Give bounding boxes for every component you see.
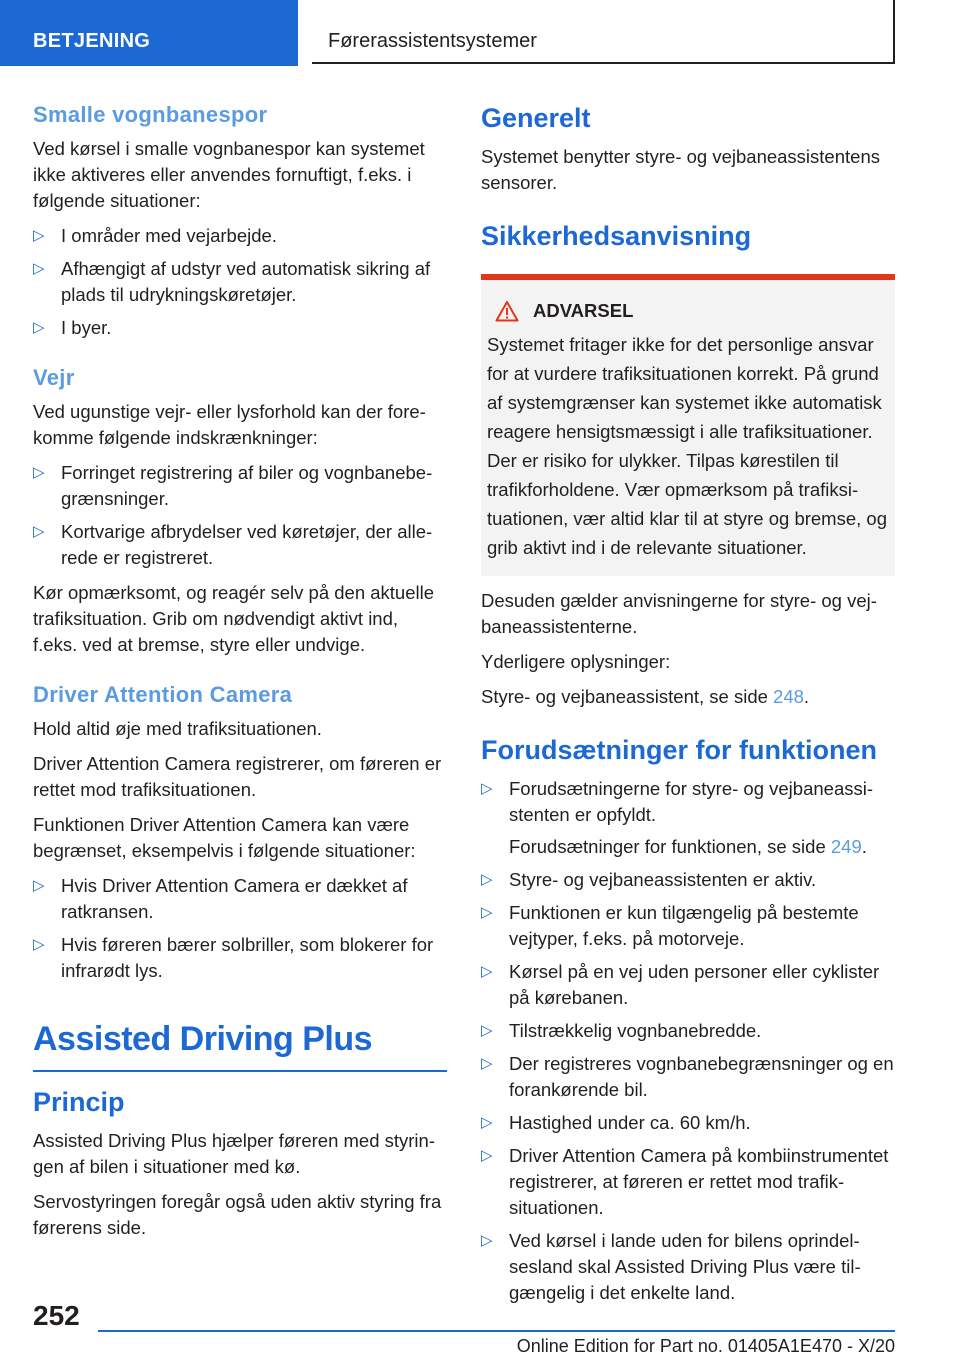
- right-column: [481, 100, 895, 1315]
- list-item: ▷ Hvis Driver Attention Camera er dækket af ratkransen.: [33, 875, 408, 922]
- bullet-list: [481, 776, 895, 1306]
- bullet-list: [33, 223, 447, 341]
- heading-driver-attention-camera: Driver Attention Camera: [33, 682, 293, 707]
- warning-triangle-icon: [495, 300, 519, 322]
- list-item: ▷ Driver Attention Camera på kombiinstrumentet registrerer, at føreren er rettet mod trafiksituationen.: [481, 1145, 889, 1218]
- page-link-248[interactable]: 248: [773, 686, 804, 707]
- triangle-bullet-icon: ▷: [481, 1022, 493, 1039]
- bullet-list: [33, 873, 447, 984]
- list-item: ▷ Hastighed under ca. 60 km/h.: [481, 1110, 895, 1136]
- heading-smalle-vognbanespor: Smalle vognbanespor: [33, 102, 268, 127]
- list-item: ▷ Forudsætningerne for styre- og vejbaneassistenten er opfyldt. Forudsætninger for funktionen, se side 249.: [481, 776, 895, 860]
- list-item: ▷ Funktionen er kun tilgængelig på bestemte vejtyper, f.eks. på motorveje.: [481, 902, 859, 949]
- paragraph: Ved ugunstige vejr- eller lysforhold kan der forekomme følgende indskrænkninger:: [33, 401, 426, 448]
- list-item: ▷ Hvis føreren bærer solbriller, som blokerer for infrarødt lys.: [33, 934, 434, 981]
- triangle-bullet-icon: ▷: [481, 963, 493, 980]
- triangle-bullet-icon: ▷: [33, 227, 45, 244]
- triangle-bullet-icon: ▷: [481, 904, 493, 921]
- paragraph: Kør opmærksomt, og reagér selv på den aktuelle trafiksituation. Grib om nødvendigt aktivt ind, f.eks. ved at bremse, styre eller undvige.: [33, 582, 435, 655]
- list-item: ▷ Tilstrækkelig vognbanebredde.: [481, 1018, 895, 1044]
- warning-label: ADVARSEL: [533, 300, 634, 321]
- heading-vejr: Vejr: [33, 365, 75, 390]
- triangle-bullet-icon: ▷: [481, 1055, 493, 1072]
- triangle-bullet-icon: ▷: [33, 260, 45, 277]
- list-item: ▷ Forringet registrering af biler og vognbanebegrænsninger.: [33, 462, 433, 509]
- heading-princip: Princip: [33, 1087, 125, 1117]
- triangle-bullet-icon: ▷: [481, 1147, 493, 1164]
- page-footer: [0, 1290, 960, 1362]
- list-item: ▷ I områder med vejarbejde.: [33, 223, 447, 249]
- cross-reference: Forudsætninger for funktionen, se side 249.: [509, 836, 867, 857]
- heading-forudsaetninger: Forudsætninger for funktionen: [481, 735, 877, 765]
- cross-reference: Styre- og vejbaneassistent, se side 248.: [481, 686, 810, 707]
- triangle-bullet-icon: ▷: [481, 1232, 493, 1249]
- heading-generelt: Generelt: [481, 103, 591, 133]
- warning-header: [487, 300, 887, 322]
- paragraph: Systemet benytter styre- og vejbaneassistentens sensorer.: [481, 146, 880, 193]
- triangle-bullet-icon: ▷: [33, 319, 45, 336]
- list-item: ▷ Styre- og vejbaneassistenten er aktiv.: [481, 867, 895, 893]
- paragraph: Desuden gælder anvisningerne for styre- og vejbaneassistenterne.: [481, 590, 877, 637]
- page-header: [0, 0, 960, 66]
- triangle-bullet-icon: ▷: [481, 780, 493, 797]
- triangle-bullet-icon: ▷: [481, 871, 493, 888]
- list-item: ▷ Kørsel på en vej uden personer eller cyklister på kørebanen.: [481, 961, 880, 1008]
- paragraph: Servostyringen foregår også uden aktiv styring fra førerens side.: [33, 1191, 442, 1238]
- paragraph: Ved kørsel i smalle vognbanespor kan systemet ikke aktiveres eller anvendes fornuftigt, f.eks. i følgende situationer:: [33, 138, 425, 211]
- paragraph: Assisted Driving Plus hjælper føreren med styringen af bilen i situationer med kø.: [33, 1130, 435, 1177]
- paragraph: Hold altid øje med trafiksituationen.: [33, 718, 322, 739]
- warning-text: Systemet fritager ikke for det personlige ansvar for at vurdere trafiksituationen korrekt. På grund af systemgrænser kan systemet ikke automatisk reagere hensigtsmæssigt i alle trafiksituationer. Der er risiko for ulykker. Tilpas kørestilen til trafikforholdene. Vær opmærksom på trafiksituationen, vær altid klar til at styre og bremse, og grib aktivt ind i de relevante situationer.: [487, 334, 887, 558]
- page-link-249[interactable]: 249: [830, 836, 862, 857]
- triangle-bullet-icon: ▷: [33, 936, 45, 953]
- section-tab: BETJENING: [0, 0, 298, 66]
- triangle-bullet-icon: ▷: [33, 523, 45, 540]
- page-number: 252: [33, 1300, 80, 1331]
- list-item: ▷ Kortvarige afbrydelser ved køretøjer, der allerede er registreret.: [33, 521, 433, 568]
- list-item: ▷ Afhængigt af udstyr ved automatisk sikring af plads til udrykningskøretøjer.: [33, 258, 431, 305]
- warning-box: [481, 274, 895, 576]
- heading-sikkerhedsanvisning: Sikkerhedsanvisning: [481, 221, 752, 251]
- list-item: ▷ Der registreres vognbanebegrænsninger og en forankørende bil.: [481, 1053, 894, 1100]
- list-item: ▷ Ved kørsel i lande uden for bilens oprindelsesland skal Assisted Driving Plus være tilgængelig i det enkelte land.: [481, 1230, 861, 1303]
- triangle-bullet-icon: ▷: [481, 1114, 493, 1131]
- chapter-title: Førerassistentsystemer: [312, 0, 895, 64]
- footer-divider: [98, 1330, 895, 1332]
- triangle-bullet-icon: ▷: [33, 877, 45, 894]
- paragraph: Driver Attention Camera registrerer, om føreren er rettet mod trafiksituationen.: [33, 753, 442, 800]
- edition-text: Online Edition for Part no. 01405A1E470 - X/20: [516, 1336, 895, 1356]
- triangle-bullet-icon: ▷: [33, 464, 45, 481]
- main-heading-assisted-driving-plus: Assisted Driving Plus: [33, 1016, 447, 1072]
- paragraph: Yderligere oplysninger:: [481, 651, 671, 672]
- list-item: ▷ I byer.: [33, 315, 447, 341]
- paragraph: Funktionen Driver Attention Camera kan være begrænset, eksempelvis i følgende situationer:: [33, 814, 416, 861]
- left-column: [33, 100, 447, 1250]
- bullet-list: [33, 460, 447, 571]
